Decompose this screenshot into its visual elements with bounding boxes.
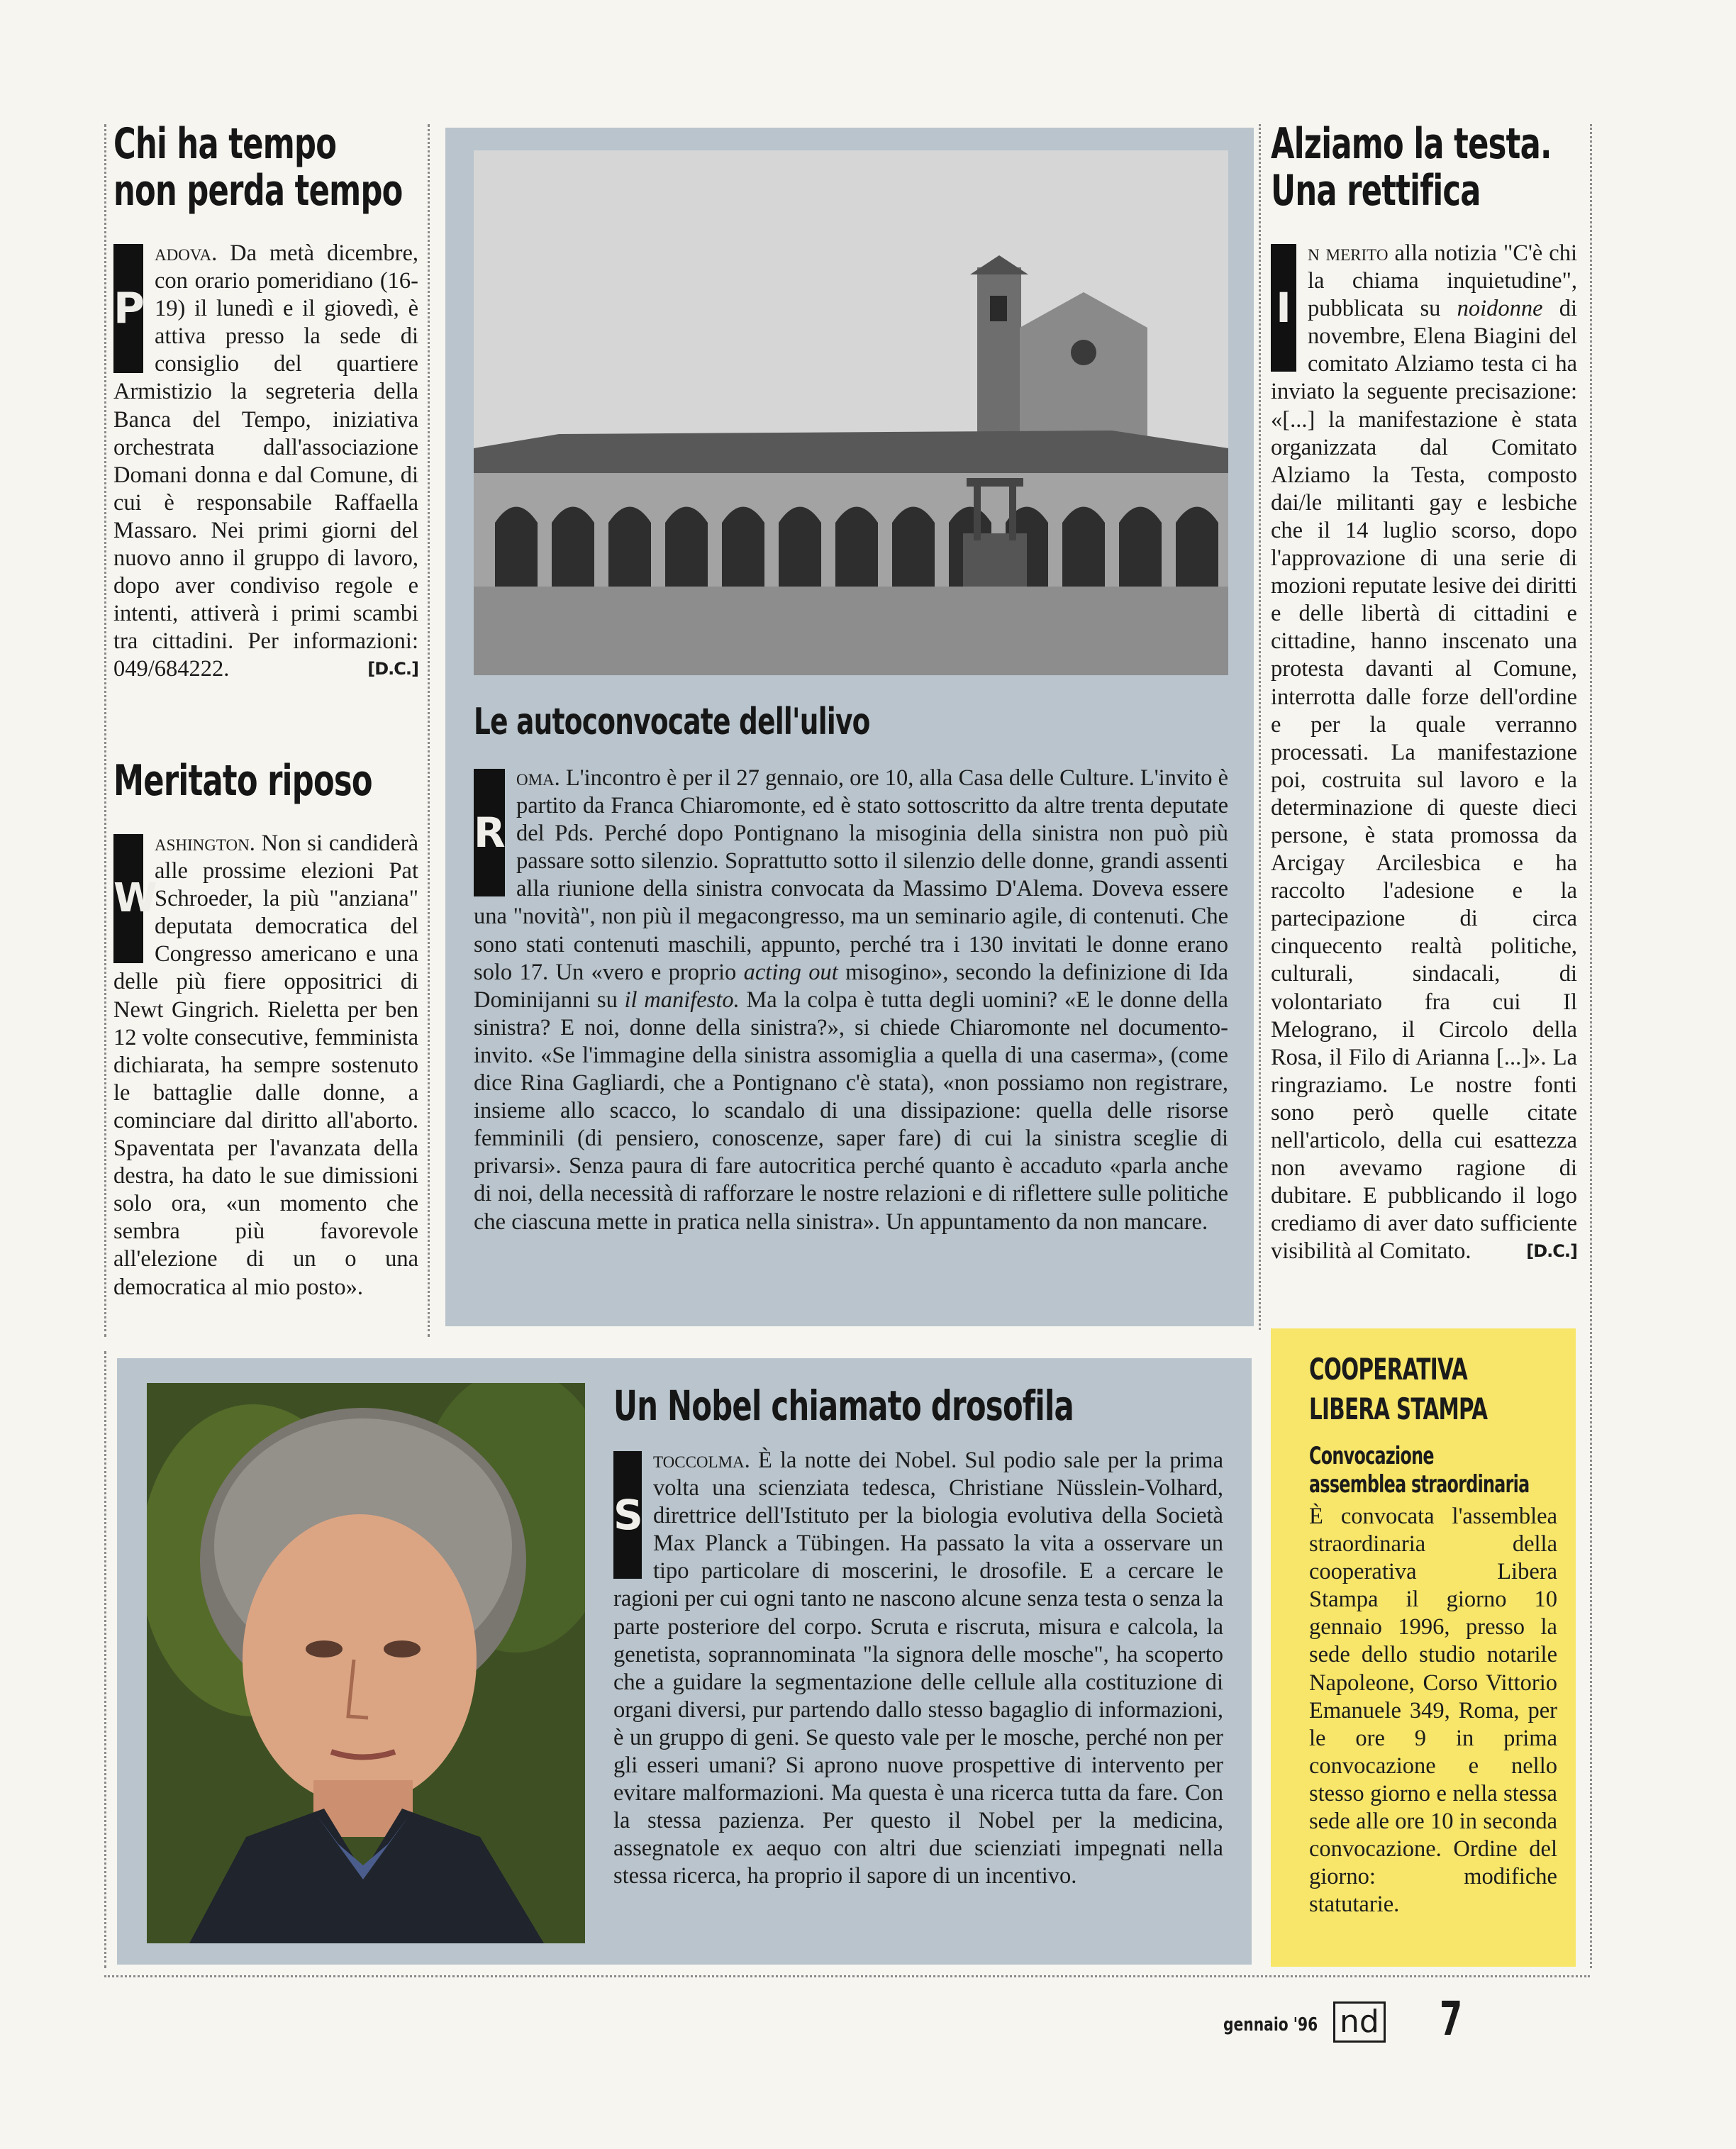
drop-cap: R	[474, 769, 505, 896]
drop-cap: P	[113, 244, 143, 373]
footer-date: gennaio '96	[1223, 2014, 1318, 2036]
scientist-portrait	[147, 1383, 585, 1943]
cloister-photo	[474, 150, 1228, 675]
notice-cooperativa	[1271, 1328, 1576, 1967]
column-rule	[1590, 124, 1592, 1968]
author-signature: [D.C.]	[1526, 1241, 1577, 1262]
column-rule	[428, 124, 430, 1337]
article-body: W ashington. Non si candiderà alle prossime elezioni Pat Schroeder, la più "anziana" deputata democratica del Congresso americano e una delle più fiere oppositrici di Newt Gingrich. Rieletta per ben 12 volte consecutive, femminista dichiarata, ha sempre sostenuto le battaglie dalle donne, a cominciare dal diritto all'aborto. Spaventata per l'avanzata della destra, ha dato le sue dimissioni solo ora, «un momento che sembra più favorevole all'elezione di un o una democratica al mio posto».	[113, 831, 418, 1300]
headline: Alziamo la testa. Una rettifica	[1271, 119, 1552, 216]
article-alziamo-la-testa	[1271, 121, 1577, 1265]
headline: Meritato riposo	[113, 756, 372, 806]
portrait-illustration	[147, 1383, 585, 1943]
headline: Chi ha tempo non perda tempo	[113, 119, 403, 216]
column-rule	[1259, 124, 1261, 1330]
author-signature: [D.C.]	[367, 659, 418, 679]
article-body: P adova. Da metà dicembre, con orario pomeridiano (16-19) il lunedì e il giovedì, è attiva presso la sede di consiglio del quartiere Armistizio la segreteria della Banca del Tempo, iniziativa orchestrata dall'associazione Domani donna e dal Comune, di cui è responsabile Raffaella Massaro. Nei primi giorni del nuovo anno il gruppo di lavoro, dopo aver condiviso regole e intenti, attiverà i primi scambi tra cittadini. Per informazioni: 049/684222. [D.C.]	[113, 240, 418, 684]
article-banca-tempo	[113, 121, 418, 684]
drop-cap: I	[1271, 244, 1296, 372]
notice-body: È convocata l'assemblea straordinaria della cooperativa Libera Stampa il giorno 10 gennaio 1996, presso la sede dello studio notarile Napoleone, Corso Vittorio Emanuele 349, Roma, per le ore 9 in prima convocazione e nello stesso giorno e nella stessa sede alle ore 10 in seconda convocazione. Ordine del giorno: modifiche statutarie.	[1309, 1504, 1557, 1918]
column-rule	[104, 124, 106, 1337]
article-body: R oma. L'incontro è per il 27 gennaio, ore 10, alla Casa delle Culture. L'invito è partito da Franca Chiaromonte, ed è stato sottoscritto da altre trenta deputate del Pds. Perché dopo Pontignano la misoginia della sinistra non può più passare sotto silenzio. Soprattutto sotto il silenzio delle donne, grandi assenti alla riunione della sinistra convocata da Massimo D'Alema. Doveva essere una "novità", non più il megacongresso, ma un seminario agile, di contenuti. Che sono stati contenuti maschili, appunto, perché tra i 130 invitati le donne erano solo 17. Un «vero e proprio acting out misogino», secondo la definizione di Ida Dominijanni su il manifesto. Ma la colpa è tutta degli uomini? «E le donne della sinistra? E noi, donne della sinistra?», si chiede Chiaromonte nel documento-invito. «Se l'immagine della sinistra assomiglia a quella di una caserma», (come dice Rina Gagliardi, che a Pontignano c'è stata), «non possiamo non registrare, insieme allo scacco, lo scandalo di una dissipazione: quella delle risorse femminili (di pensiero, conoscenze, saper fare) di cui la sinistra sceglie di privarsi». Senza paura di fare autocritica perché quanto è accaduto «parla anche di noi, della necessità di rafforzare le nostre relazioni e di riflettere sulle politiche che ciascuna mette in pratica nella sinistra». Un appuntamento da non mancare.	[474, 765, 1229, 1235]
article-body: S toccolma. È la notte dei Nobel. Sul podio sale per la prima volta una scienziata tedesca, Christiane Nüsslein-Volhard, direttrice dell'Istituto per la biologia evolutiva della Società Max Planck a Tübingen. Ha passato la vita a osservare un tipo particolare di moscerini, le drosofile. E a cercare le ragioni per cui ogni tanto ne nascono alcune senza testa o senza la parte posteriore del corpo. Scruta e riscruta, misura e calcola, la genetista, soprannominata "la signora delle mosche", ha scoperto che a guidare la segmentazione delle cellule alla costituzione di organi diversi, pur partendo dallo stesso bagaglio di informazioni, è un gruppo di geni. Se questo vale per le mosche, perché non per gli esseri umani? Si aprono nuove prospettive di intervento per evitare malformazioni. Ma questa è una ricerca tutta da fare. Con la stessa pazienza. Per questo il Nobel per la medicina, assegnatole ex aequo con altri due scienziati impegnati nella stessa ricerca, ha proprio il sapore di un incentivo.	[613, 1448, 1223, 1889]
page-number: 7	[1440, 1992, 1463, 2046]
headline: Le autoconvocate dell'ulivo	[474, 701, 870, 743]
column-rule	[104, 1351, 106, 1968]
article-body: I n merito alla notizia "C'è chi la chiama inquietudine", pubblicata su noidonne di novembre, Elena Biagini del comitato Alziamo testa ci ha inviato la seguente precisazione: «[...] la manifestazione è stata organizzata dal Comitato Alziamo la Testa, composto dai/le militanti gay e lesbiche che il 14 luglio scorso, dopo l'approvazione di una serie di mozioni reputate lesive dei diritti e delle libertà di cittadini e cittadine, hanno inscenato una protesta davanti al Comune, interrotta dalle forze dell'ordine e per la quale verranno processati. La manifestazione poi, costruita sul lavoro e la determinazione di queste dieci persone, è stata promossa da Arcigay Arcilesbica e ha raccolto l'adesione e la partecipazione di circa cinquecento realtà politiche, culturali, sindacali, di volontariato fra cui Il Melograno, il Circolo della Rosa, il Filo di Arianna [...]». La ringraziamo. Le nostre fonti sono però quelle citate nell'articolo, della cui esattezza non avevamo ragione di dubitare. E pubblicando il logo crediamo di aver dato sufficiente visibilità al Comitato. [D.C.]	[1271, 240, 1577, 1265]
bottom-rule	[104, 1975, 1590, 1977]
article-autoconvocate	[445, 128, 1254, 1326]
drop-cap: S	[613, 1451, 642, 1579]
magazine-logo: nd	[1333, 2001, 1386, 2043]
headline: Un Nobel chiamato drosofila	[613, 1382, 1074, 1430]
article-meritato-riposo	[113, 757, 418, 1301]
article-nobel	[117, 1358, 1252, 1965]
notice-subtitle: Convocazione assemblea straordinaria	[1309, 1442, 1530, 1499]
drop-cap: W	[113, 834, 143, 963]
notice-title: COOPERATIVA LIBERA STAMPA	[1309, 1352, 1488, 1426]
cloister-illustration	[474, 150, 1228, 675]
